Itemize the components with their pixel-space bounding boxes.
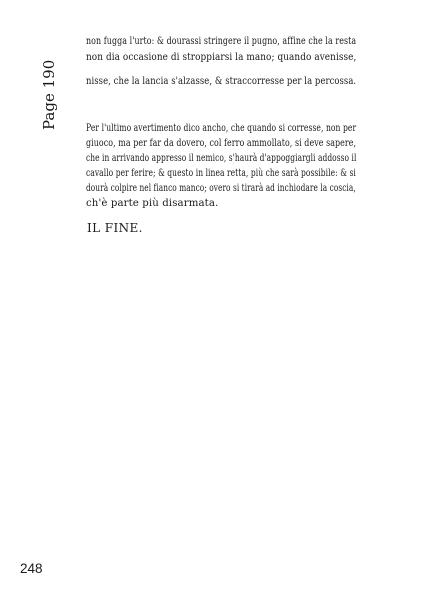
closing-text: IL FINE. bbox=[87, 221, 143, 235]
text-line: nisse, che la lancia s'alzasse, & straccorresse per la percossa. bbox=[86, 76, 357, 87]
text-line: non fugga l'urto: & dourassi stringere il pugno, affine che la resta bbox=[86, 36, 357, 47]
page-number: 248 bbox=[20, 561, 43, 576]
text-line: dourà colpire nel fianco manco; overo si tirarà ad inchiodare la coscia, bbox=[86, 183, 356, 194]
text-line: cavallo per ferire; & questo in linea retta, più che sarà possibile: & si bbox=[86, 168, 356, 179]
text-line: giuoco, ma per far da dovero, col ferro ammollato, si deve sapere, bbox=[86, 138, 357, 149]
text-line: ch'è parte più disarmata. bbox=[86, 198, 219, 209]
text-line: non dia occasione di stroppiarsi la mano; quando avenisse, bbox=[86, 52, 357, 63]
text-line: Per l'ultimo avertimento dico ancho, che quando si corresse, non per bbox=[86, 123, 357, 134]
side-page-label: Page 190 bbox=[40, 59, 58, 130]
text-line: che in arrivando appresso il nemico, s'haurà d'appoggiargli addosso il bbox=[86, 153, 357, 164]
